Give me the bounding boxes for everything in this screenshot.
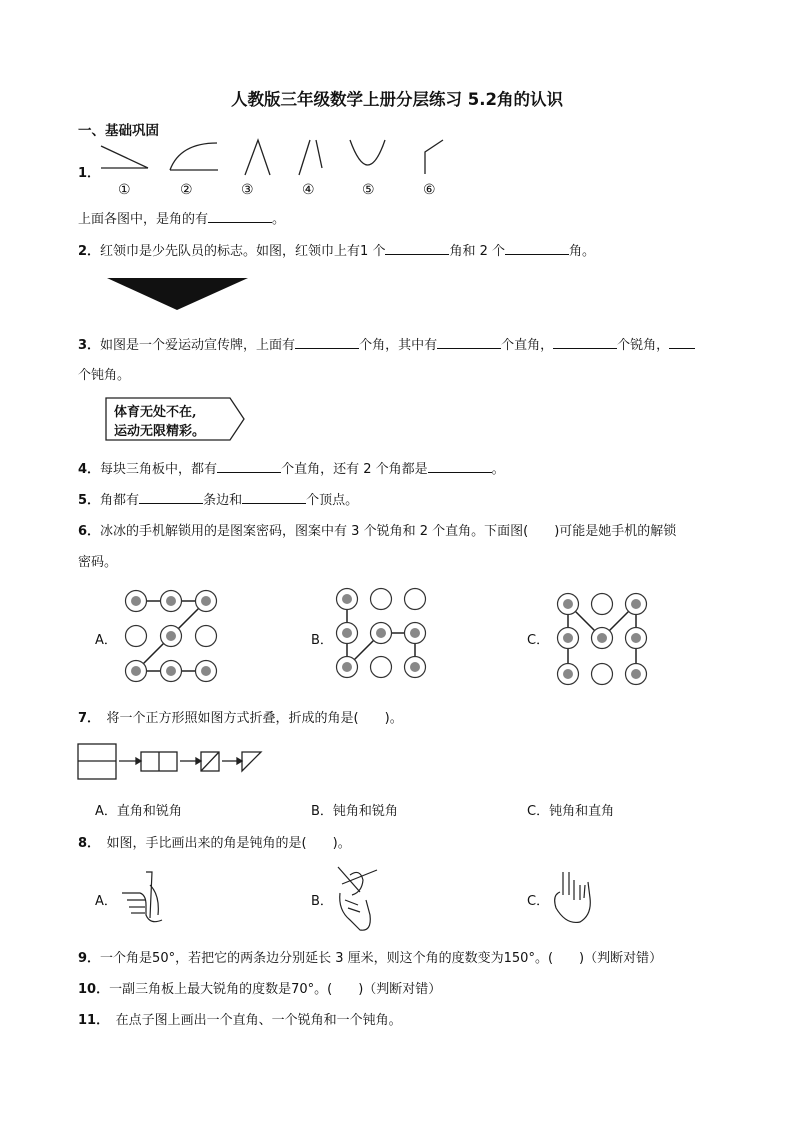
q7-option-c[interactable]: C．钝角和直角: [527, 804, 615, 819]
question-6-line2: 密码。: [78, 555, 118, 570]
hand-c-icon: [555, 872, 591, 922]
question-5: 5．角都有 条边和 个顶点。: [78, 493, 359, 508]
sign-text-line-2: 运动无限精彩。: [114, 424, 206, 439]
figure-label-3: ③: [241, 182, 254, 198]
question-11: 11． 在点子图上画出一个直角、一个锐角和一个钝角。: [78, 1013, 402, 1028]
question-4: 4．每块三角板中，都有 个直角，还有 2 个角都是 。: [78, 462, 505, 477]
question-6: 6．冰冰的手机解锁用的是图案密码，图案中有 3 个锐角和 2 个直角。下面图( )可能是她手机的解锁: [78, 524, 677, 539]
option-c-label[interactable]: C．: [527, 633, 550, 648]
figure-label-5: ⑤: [362, 182, 375, 198]
sign-text-line-1: 体育无处不在,: [114, 405, 197, 420]
question-9: 9．一个角是50°，若把它的两条边分别延长 3 厘米，则这个角的度数变为150°。( )（判断对错）: [78, 951, 663, 966]
question-8: 8． 如图，手比画出来的角是钝角的是( )。: [78, 836, 351, 851]
hand-a-icon: [122, 872, 162, 922]
question-1-text: 上面各图中，是角的有 。: [78, 212, 286, 227]
figure-label-2: ②: [180, 182, 193, 198]
figure-label-4: ④: [302, 182, 315, 198]
figure-label-6: ⑥: [423, 182, 436, 198]
page-title: 人教版三年级数学上册分层练习 5.2角的认识: [231, 90, 563, 109]
question-10: 10．一副三角板上最大锐角的度数是70°。( )（判断对错）: [78, 982, 442, 997]
question-7: 7． 将一个正方形照如图方式折叠，折成的角是( )。: [78, 711, 403, 726]
question-1-number: 1．: [78, 166, 101, 181]
q7-option-a[interactable]: A．直角和锐角: [95, 804, 182, 819]
section-heading-basic: 一、基础巩固: [78, 123, 159, 139]
option-a-label[interactable]: A．: [95, 633, 117, 648]
option-b-label[interactable]: B．: [311, 633, 333, 648]
q7-option-b[interactable]: B．钝角和锐角: [311, 804, 398, 819]
question-2: 2．红领巾是少先队员的标志。如图，红领巾上有1 个 角和 2 个 角。: [78, 244, 596, 259]
q8-option-c[interactable]: C．: [527, 894, 550, 909]
question-3-line2: 个钝角。: [78, 368, 131, 383]
q8-option-a[interactable]: A．: [95, 894, 117, 909]
figure-label-1: ①: [118, 182, 131, 198]
hand-b-icon: [338, 867, 377, 930]
question-3: 3．如图是一个爱运动宣传牌，上面有 个角，其中有 个直角， 个锐角，: [78, 334, 695, 353]
q8-option-b[interactable]: B．: [311, 894, 333, 909]
